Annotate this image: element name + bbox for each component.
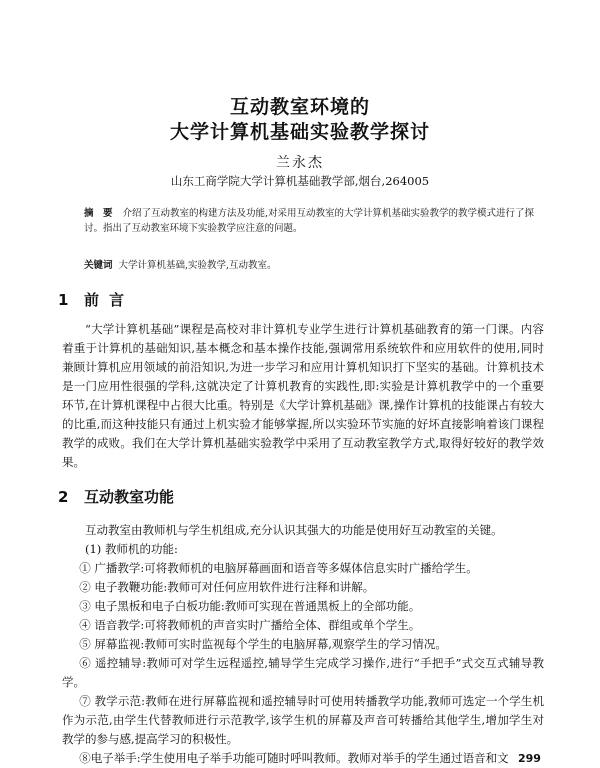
list-item: ⑥ 遥控辅导:教师可对学生远程遥控,辅导学生完成学习操作,进行“手把手”式交互式辅导教学。 [62, 656, 544, 689]
paper-title-line2: 大学计算机基础实验教学探讨 [169, 121, 430, 143]
list-item: ④ 语音教学:可将教师机的声音实时广播给全体、群组或单个学生。 [79, 618, 421, 632]
section-1-body [62, 320, 544, 472]
section-title: 互动教室功能 [84, 488, 175, 506]
section-number: 2 [58, 488, 69, 506]
section-heading-1 [58, 289, 134, 310]
paper-title-line1: 互动教室环境的 [229, 96, 370, 118]
abstract-label: 摘 要 [84, 208, 113, 219]
section-heading-2 [58, 486, 174, 507]
subheading: (1) 教师机的功能: [85, 542, 178, 556]
abstract-text: 介绍了互动教室的构建方法及功能,对采用互动教室的大学计算机基础实验教学的教学模式进行了探讨。指出了互动教室环境下实验教学应注意的问题。 [84, 208, 535, 234]
paragraph: “大学计算机基础”课程是高校对非计算机专业学生进行计算机基础教育的第一门课。内容着重于计算机的基础知识,基本概念和基本操作技能,强调常用系统软件和应用软件的使用,同时兼顾计算机应用领域的前沿知识,为进一步学习和应用计算机知识打下坚实的基础。计算机技术是一门应用性很强的学科,这就决定了计算机教育的实践性,即:实验是计算机教学中的一个重要环节,在计算机课程中占很大比重。特别是《大学计算机基础》课,操作计算机的技能课占有较大的比重,而这种技能只有通过上机实验才能够掌握,所以实验环节实施的好坏直接影响着该门课程教学的成败。我们在大学计算机基础实验教学中采用了互动教室教学方式,取得好较好的教学效果。 [62, 322, 544, 469]
keywords-label: 关键词 [84, 260, 113, 271]
list-item: ③ 电子黑板和电子白板功能:教师可实现在普通黑板上的全部功能。 [79, 599, 421, 613]
keywords-text: 大学计算机基础,实验教学,互动教室。 [118, 260, 277, 271]
section-2-body [62, 521, 544, 768]
list-item: ⑧电子举手:学生使用电子举手功能可随时呼叫教师。教师对举手的学生通过语音和文 [79, 751, 509, 765]
page-number: 299 [518, 752, 541, 765]
paragraph: 互动教室由教师机与学生机组成,充分认识其强大的功能是使用好互动教室的关键。 [85, 523, 503, 537]
abstract [84, 206, 544, 236]
section-title: 前言 [84, 291, 135, 309]
author-name: 兰永杰 [276, 155, 324, 171]
author-affiliation: 山东工商学院大学计算机基础教学部,烟台,264005 [170, 174, 430, 188]
list-item: ⑤ 屏幕监视:教师可实时监视每个学生的电脑屏幕,观察学生的学习情况。 [79, 637, 447, 651]
section-number: 1 [58, 291, 69, 309]
list-item: ② 电子教鞭功能:教师可对任何应用软件进行注释和讲解。 [79, 580, 375, 594]
list-item: ① 广播教学:可将教师机的电脑屏幕画面和语音等多媒体信息实时广播给学生。 [79, 561, 478, 575]
list-item: ⑦ 教学示范:教师在进行屏幕监视和遥控辅导时可使用转播教学功能,教师可选定一个学生机作为示范,由学生代替教师进行示范教学,该学生机的屏幕及声音可转播给其他学生,增加学生对教学的参与感,提高学习的积极性。 [62, 694, 544, 746]
keywords [84, 258, 544, 273]
